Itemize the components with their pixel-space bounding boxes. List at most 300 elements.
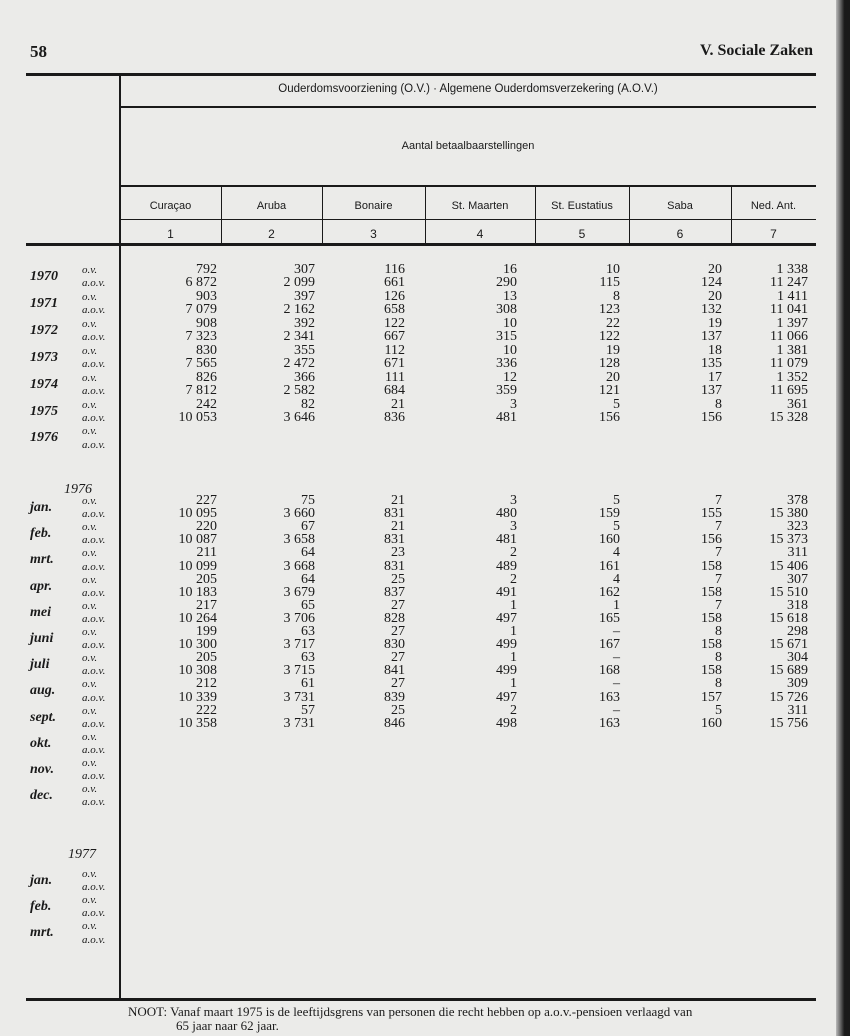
aov-value: 3 706 — [283, 610, 315, 626]
aov-label: a.o.v. — [82, 358, 106, 371]
ov-value: 242 — [196, 396, 217, 412]
ov-value: 366 — [294, 369, 315, 385]
ov-value: 21 — [391, 396, 405, 412]
aov-value: 124 — [701, 275, 722, 291]
year-heading: 1976 — [64, 482, 92, 497]
column-divider — [731, 186, 732, 244]
aov-value: 667 — [384, 329, 405, 345]
row-label: feb. — [30, 526, 52, 542]
aov-value: 10 358 — [178, 715, 217, 731]
aov-value: 499 — [496, 637, 517, 653]
ov-label: o.v. — [82, 730, 98, 743]
ov-value: 227 — [196, 493, 217, 508]
ov-value: 126 — [384, 288, 405, 304]
column-divider — [535, 186, 536, 244]
column-header: Ned. Ant. — [750, 200, 797, 212]
ov-value: 20 — [708, 288, 722, 304]
ov-value: 116 — [384, 262, 405, 277]
column-divider — [629, 186, 630, 244]
ov-value: 10 — [503, 342, 517, 358]
row-label: aug. — [30, 683, 56, 699]
ov-value: 8 — [715, 624, 722, 639]
row-label: okt. — [30, 735, 52, 751]
ov-label: o.v. — [82, 371, 98, 384]
ov-value: 4 — [613, 571, 620, 587]
aov-label: a.o.v. — [82, 385, 106, 398]
column-number: 6 — [676, 227, 684, 241]
aov-value: 3 717 — [283, 637, 315, 653]
aov-value: 497 — [496, 610, 517, 626]
aov-value: 2 341 — [283, 329, 315, 345]
ov-value: 304 — [787, 650, 808, 666]
aov-label: a.o.v. — [82, 691, 106, 704]
aov-value: 161 — [599, 558, 620, 574]
row-label: dec. — [30, 788, 53, 804]
row-label: jan. — [30, 873, 53, 888]
aov-label: a.o.v. — [82, 770, 106, 783]
ov-value: 199 — [196, 624, 217, 639]
ov-value: 20 — [606, 369, 620, 385]
ov-value: 1 — [510, 624, 517, 639]
aov-value: 15 756 — [769, 715, 808, 731]
row-label: 1975 — [30, 403, 58, 419]
ov-label: o.v. — [82, 678, 98, 691]
ov-value: 111 — [385, 369, 405, 385]
column-number: 2 — [268, 227, 275, 241]
aov-value: 156 — [701, 532, 722, 548]
column-number: 5 — [578, 227, 586, 241]
aov-value: 128 — [599, 356, 620, 372]
ov-label: o.v. — [82, 573, 98, 586]
ov-value: 7 — [715, 519, 722, 535]
aov-value: 10 264 — [178, 610, 217, 626]
aov-value: 11 247 — [770, 275, 808, 291]
year-heading: 1977 — [68, 847, 96, 862]
aov-value: 15 373 — [769, 532, 808, 548]
ov-value: 8 — [613, 288, 620, 304]
aov-value: 11 041 — [770, 302, 808, 318]
ov-value: 16 — [503, 262, 517, 277]
ov-label: o.v. — [82, 757, 98, 769]
ov-value: 212 — [196, 676, 217, 692]
aov-label: a.o.v. — [82, 796, 106, 809]
aov-value: 10 308 — [178, 663, 217, 679]
colnum-rule — [120, 219, 816, 220]
row-label: nov. — [30, 762, 54, 777]
stub-divider — [119, 73, 121, 1000]
aov-value: 15 689 — [769, 663, 808, 679]
aov-value: 7 812 — [185, 383, 217, 399]
aov-value: 156 — [701, 409, 722, 425]
note-prefix: NOOT: — [128, 1004, 168, 1019]
ov-value: 2 — [510, 571, 517, 587]
aov-value: 15 380 — [769, 506, 808, 522]
aov-value: 158 — [701, 558, 722, 574]
aov-value: 2 099 — [283, 275, 315, 291]
ov-value: 65 — [301, 597, 315, 613]
aov-value: 15 510 — [769, 584, 808, 600]
aov-value: 839 — [384, 689, 405, 705]
ov-value: 7 — [715, 597, 722, 613]
ov-value: 830 — [196, 342, 217, 358]
aov-value: 3 646 — [283, 409, 315, 425]
aov-value: 481 — [496, 409, 517, 425]
ov-label: o.v. — [82, 521, 98, 534]
aov-label: a.o.v. — [82, 907, 106, 920]
aov-value: 160 — [599, 532, 620, 548]
aov-value: 3 668 — [283, 558, 315, 574]
aov-value: 122 — [599, 329, 620, 345]
ov-value: 63 — [301, 650, 315, 666]
ov-value: 10 — [606, 262, 620, 277]
row-label: apr. — [30, 578, 53, 594]
footnote — [128, 1005, 692, 1033]
aov-value: 15 726 — [769, 689, 808, 705]
ov-value: 222 — [196, 702, 217, 718]
aov-value: 841 — [384, 663, 405, 679]
aov-label: a.o.v. — [82, 639, 106, 652]
aov-value: 135 — [701, 356, 722, 372]
ov-value: – — [613, 650, 620, 666]
page-edge — [836, 0, 850, 1036]
ov-value: 17 — [708, 369, 722, 385]
aov-value: 121 — [599, 383, 620, 399]
ov-value: 311 — [787, 702, 808, 718]
aov-value: 11 079 — [770, 356, 808, 372]
aov-value: 315 — [496, 329, 517, 345]
column-divider — [322, 186, 323, 244]
aov-value: 846 — [384, 715, 405, 731]
ov-value: 23 — [391, 545, 405, 561]
row-label: juni — [30, 631, 54, 646]
table-top-rule — [26, 73, 816, 76]
aov-value: 10 339 — [178, 689, 217, 705]
aov-value: 123 — [599, 302, 620, 318]
aov-label: a.o.v. — [82, 508, 106, 521]
row-label: 1974 — [30, 376, 58, 392]
ov-value: 7 — [715, 545, 722, 561]
title-rule — [120, 106, 816, 108]
row-label: 1976 — [30, 430, 58, 446]
ov-label: o.v. — [82, 868, 98, 880]
ov-value: 826 — [196, 369, 217, 385]
ov-value: 64 — [301, 545, 315, 561]
aov-value: 837 — [384, 584, 405, 600]
ov-value: 5 — [613, 493, 620, 508]
aov-value: 828 — [384, 610, 405, 626]
ov-label: o.v. — [82, 783, 98, 796]
ov-value: 1 352 — [776, 369, 808, 385]
aov-value: 163 — [599, 715, 620, 731]
aov-value: 3 731 — [283, 689, 315, 705]
aov-value: 10 099 — [178, 558, 217, 574]
ov-value: – — [613, 702, 620, 718]
aov-label: a.o.v. — [82, 560, 106, 573]
aov-value: 10 095 — [178, 506, 217, 522]
ov-value: 75 — [301, 493, 315, 508]
row-label: 1970 — [30, 269, 58, 284]
ov-value: 1 — [510, 650, 517, 666]
row-label: mrt. — [30, 552, 54, 568]
ov-value: 392 — [294, 315, 315, 331]
aov-value: 684 — [384, 383, 405, 399]
aov-value: 2 472 — [283, 356, 315, 372]
ov-value: 3 — [510, 396, 517, 412]
aov-value: 137 — [701, 329, 722, 345]
aov-value: 831 — [384, 558, 405, 574]
ov-label: o.v. — [82, 398, 98, 411]
aov-value: 158 — [701, 610, 722, 626]
ov-value: 3 — [510, 493, 517, 508]
ov-value: 1 397 — [776, 315, 808, 331]
column-header: Bonaire — [354, 200, 393, 212]
column-number: 1 — [167, 227, 174, 241]
ov-label: o.v. — [82, 547, 98, 560]
aov-value: 162 — [599, 584, 620, 600]
ov-label: o.v. — [82, 599, 98, 612]
row-label: 1971 — [30, 295, 58, 311]
ov-value: 355 — [294, 342, 315, 358]
ov-value: 18 — [708, 342, 722, 358]
aov-label: a.o.v. — [82, 411, 106, 424]
aov-value: 7 079 — [185, 302, 217, 318]
column-divider — [425, 186, 426, 244]
page-number: 58 — [30, 42, 47, 61]
aov-value: 137 — [701, 383, 722, 399]
ov-value: 307 — [787, 571, 808, 587]
aov-value: 497 — [496, 689, 517, 705]
column-header: Saba — [667, 200, 693, 212]
aov-label: a.o.v. — [82, 665, 106, 678]
aov-value: 158 — [701, 637, 722, 653]
ov-label: o.v. — [82, 495, 98, 507]
ov-value: 1 338 — [776, 262, 808, 277]
ov-label: o.v. — [82, 626, 98, 638]
ov-value: 25 — [391, 702, 405, 718]
ov-label: o.v. — [82, 290, 98, 303]
ov-value: 5 — [613, 519, 620, 535]
ov-value: – — [613, 624, 620, 639]
ov-value: 27 — [391, 624, 405, 639]
ov-value: 27 — [391, 597, 405, 613]
aov-value: 481 — [496, 532, 517, 548]
ov-label: o.v. — [82, 652, 98, 665]
ov-value: 21 — [391, 519, 405, 535]
aov-value: 2 162 — [283, 302, 315, 318]
aov-value: 658 — [384, 302, 405, 318]
aov-value: 831 — [384, 506, 405, 522]
ov-value: 8 — [715, 676, 722, 692]
ov-value: 5 — [715, 702, 722, 718]
aov-value: 3 679 — [283, 584, 315, 600]
aov-label: a.o.v. — [82, 933, 106, 946]
aov-value: 6 872 — [185, 275, 217, 291]
aov-value: 7 565 — [185, 356, 217, 372]
aov-value: 157 — [701, 689, 722, 705]
aov-value: 831 — [384, 532, 405, 548]
row-label: juli — [30, 657, 50, 673]
ov-value: 298 — [787, 624, 808, 639]
column-header: St. Eustatius — [551, 200, 613, 212]
aov-value: 159 — [599, 506, 620, 522]
ov-value: 220 — [196, 519, 217, 535]
ov-value: 112 — [384, 342, 405, 358]
ov-value: 64 — [301, 571, 315, 587]
ov-value: 8 — [715, 396, 722, 412]
ov-label: o.v. — [82, 704, 98, 717]
ov-value: 1 — [613, 597, 620, 613]
column-header: Aruba — [256, 200, 287, 212]
ov-value: 22 — [606, 315, 620, 331]
ov-value: 63 — [301, 624, 315, 639]
aov-value: 11 066 — [770, 329, 808, 345]
ov-value: 57 — [301, 702, 315, 718]
aov-value: 489 — [496, 558, 517, 574]
ov-value: 217 — [196, 597, 217, 613]
aov-value: 160 — [701, 715, 722, 731]
ov-value: 67 — [301, 519, 315, 535]
aov-value: 499 — [496, 663, 517, 679]
aov-value: 10 183 — [178, 584, 217, 600]
aov-value: 158 — [701, 584, 722, 600]
aov-label: a.o.v. — [82, 612, 106, 625]
row-label: jan. — [30, 500, 53, 515]
ov-value: 792 — [196, 262, 217, 277]
aov-value: 3 715 — [283, 663, 315, 679]
column-header: St. Maarten — [451, 200, 509, 212]
aov-value: 836 — [384, 409, 405, 425]
aov-value: 10 300 — [178, 637, 217, 653]
column-divider — [221, 186, 222, 244]
ov-value: 7 — [715, 493, 722, 508]
column-number: 7 — [770, 227, 777, 241]
ov-value: 1 411 — [777, 288, 808, 304]
aov-value: 15 406 — [769, 558, 808, 574]
aov-value: 115 — [599, 275, 620, 291]
ov-label: o.v. — [82, 920, 98, 933]
aov-value: 498 — [496, 715, 517, 731]
aov-label: a.o.v. — [82, 743, 106, 756]
ov-value: 1 381 — [776, 342, 808, 358]
ov-value: 2 — [510, 702, 517, 718]
column-number: 3 — [370, 227, 377, 241]
table-title: Ouderdomsvoorziening (O.V.) · Algemene Ouderdomsverzekering (A.O.V.) — [278, 83, 658, 95]
aov-value: 158 — [701, 663, 722, 679]
aov-value: 11 695 — [770, 383, 808, 399]
row-label: 1972 — [30, 322, 58, 338]
ov-value: 19 — [708, 315, 722, 331]
aov-value: 3 658 — [283, 532, 315, 548]
ov-value: 27 — [391, 650, 405, 666]
ov-value: – — [613, 676, 620, 692]
aov-value: 671 — [384, 356, 405, 372]
column-number: 4 — [476, 227, 484, 241]
ov-value: 12 — [503, 369, 517, 385]
ov-value: 307 — [294, 262, 315, 277]
ov-value: 318 — [787, 597, 808, 613]
aov-value: 168 — [599, 663, 620, 679]
aov-value: 15 328 — [769, 409, 808, 425]
aov-value: 10 053 — [178, 409, 217, 425]
aov-value: 15 671 — [769, 637, 808, 653]
ov-label: o.v. — [82, 344, 98, 357]
aov-value: 308 — [496, 302, 517, 318]
aov-value: 661 — [384, 275, 405, 291]
aov-value: 491 — [496, 584, 517, 600]
section-title: V. Sociale Zaken — [700, 42, 814, 59]
aov-value: 10 087 — [178, 532, 217, 548]
ov-value: 309 — [787, 676, 808, 692]
ov-value: 1 — [510, 597, 517, 613]
aov-label: a.o.v. — [82, 304, 106, 317]
header-rule — [120, 185, 816, 187]
aov-label: a.o.v. — [82, 717, 106, 730]
ov-label: o.v. — [82, 317, 98, 330]
aov-value: 132 — [701, 302, 722, 318]
ov-value: 2 — [510, 545, 517, 561]
aov-value: 7 323 — [185, 329, 217, 345]
aov-value: 167 — [599, 637, 620, 653]
aov-value: 163 — [599, 689, 620, 705]
aov-value: 290 — [496, 275, 517, 291]
ov-value: 19 — [606, 342, 620, 358]
ov-value: 361 — [787, 396, 808, 412]
note-line-2: 65 jaar naar 62 jaar. — [176, 1018, 279, 1033]
ov-value: 13 — [503, 288, 517, 304]
ov-value: 311 — [787, 545, 808, 561]
ov-value: 10 — [503, 315, 517, 331]
ov-label: o.v. — [82, 425, 98, 438]
ov-value: 211 — [196, 545, 217, 561]
aov-label: a.o.v. — [82, 881, 106, 894]
aov-label: a.o.v. — [82, 331, 106, 344]
ov-value: 205 — [196, 650, 217, 666]
ov-value: 1 — [510, 676, 517, 692]
ov-value: 27 — [391, 676, 405, 692]
aov-value: 156 — [599, 409, 620, 425]
aov-value: 15 618 — [769, 610, 808, 626]
row-label: mei — [30, 604, 51, 620]
ov-value: 903 — [196, 288, 217, 304]
ov-value: 205 — [196, 571, 217, 587]
ov-value: 397 — [294, 288, 315, 304]
ov-value: 3 — [510, 519, 517, 535]
aov-value: 336 — [496, 356, 517, 372]
aov-value: 3 660 — [283, 506, 315, 522]
ov-value: 908 — [196, 315, 217, 331]
ov-value: 4 — [613, 545, 620, 561]
ov-value: 20 — [708, 262, 722, 277]
aov-value: 480 — [496, 506, 517, 522]
ov-value: 82 — [301, 396, 315, 412]
aov-value: 3 731 — [283, 715, 315, 731]
row-label: sept. — [30, 709, 57, 725]
aov-value: 165 — [599, 610, 620, 626]
ov-label: o.v. — [82, 894, 98, 907]
ov-value: 378 — [787, 493, 808, 508]
aov-label: a.o.v. — [82, 277, 106, 290]
table-bottom-rule — [26, 998, 816, 1001]
aov-value: 359 — [496, 383, 517, 399]
table-subtitle: Aantal betaalbaarstellingen — [401, 140, 535, 152]
ov-value: 61 — [301, 676, 315, 692]
ov-value: 323 — [787, 519, 808, 535]
row-label: mrt. — [30, 925, 54, 941]
ov-value: 25 — [391, 571, 405, 587]
ov-value: 5 — [613, 396, 620, 412]
aov-value: 830 — [384, 637, 405, 653]
aov-value: 155 — [701, 506, 722, 522]
